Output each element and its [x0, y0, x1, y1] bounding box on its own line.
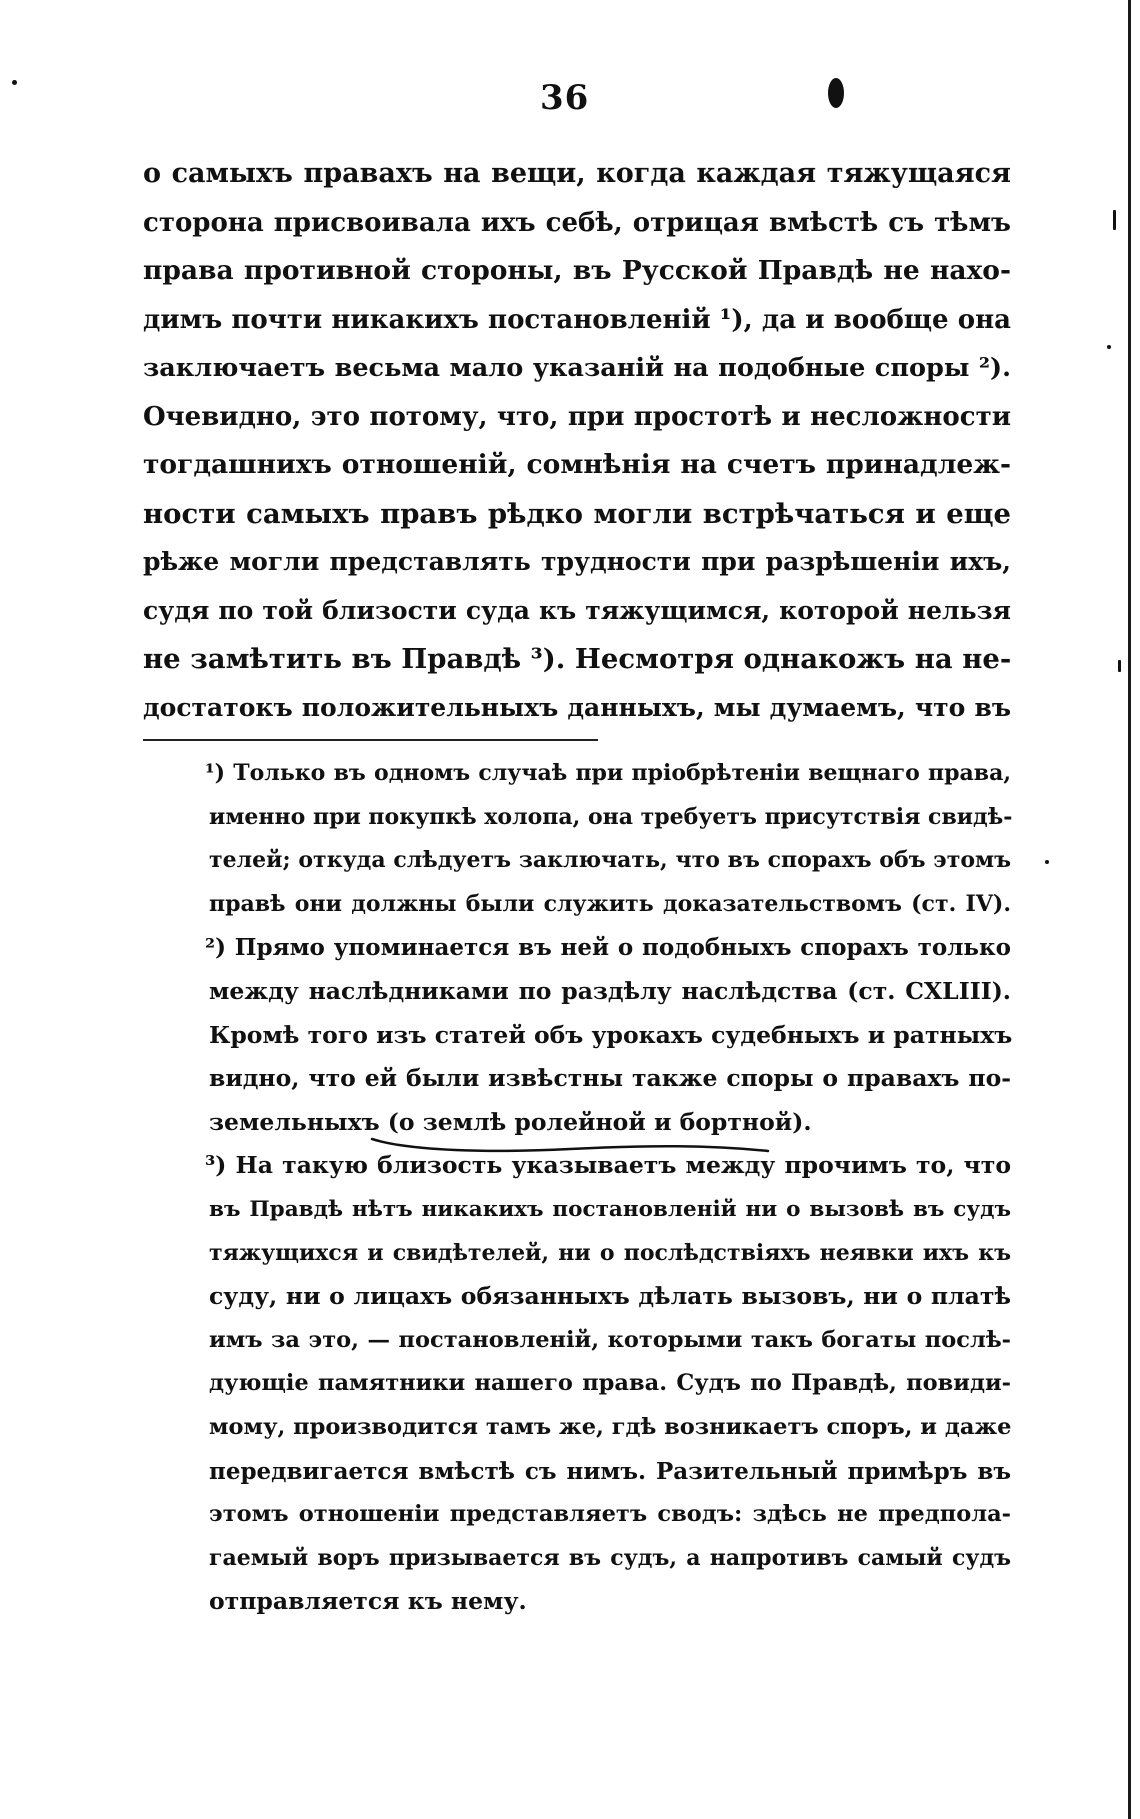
- footnote-line: отправляется къ нему.: [209, 1587, 527, 1616]
- footnote-line: именно при покупкѣ холопа, она требуетъ присутствія свидѣ-: [209, 803, 1013, 830]
- footnote-line: передвигается вмѣстѣ съ нимъ. Разительный примѣръ въ: [209, 1457, 1011, 1485]
- footnote-line: имъ за это, — постановленій, которыми такъ богаты послѣ-: [209, 1326, 1011, 1353]
- footnote-line: между наслѣдниками по раздѣлу наслѣдства (ст. CXLIII).: [209, 976, 1011, 1005]
- body-line: о самыхъ правахъ на вещи, когда каждая тяжущаяся: [143, 158, 1011, 189]
- footnote-line: правѣ они должны были служить доказательствомъ (ст. IV).: [209, 890, 1011, 917]
- footnote-line: гаемый воръ призывается въ судъ, а напротивъ самый судъ: [209, 1544, 1011, 1571]
- footnote-line: ³) На такую близость указываетъ между прочимъ то, что: [205, 1151, 1011, 1180]
- footnote-line: ²) Прямо упоминается въ ней о подобныхъ спорахъ только: [205, 934, 1011, 962]
- footnote-separator: [143, 739, 598, 741]
- page-number: 36: [540, 78, 590, 118]
- ink-speck-icon: [1107, 345, 1111, 349]
- handwritten-underline-icon: [370, 1133, 770, 1157]
- margin-mark-icon: [1118, 660, 1121, 672]
- body-line: Очевидно, это потому, что, при простотѣ и несложности: [143, 401, 1011, 432]
- footnote-line: суду, ни о лицахъ обязанныхъ дѣлать вызовъ, ни о платѣ: [209, 1282, 1011, 1311]
- body-line: рѣже могли представлять трудности при разрѣшеніи ихъ,: [143, 547, 1011, 576]
- body-line: права противной стороны, въ Русской Правдѣ не нахо-: [143, 255, 1011, 286]
- footnote-line: тяжущихся и свидѣтелей, ни о послѣдствіяхъ неявки ихъ къ: [209, 1239, 1011, 1266]
- ink-speck-icon: [1045, 860, 1049, 864]
- body-line: не замѣтить въ Правдѣ ³). Несмотря однакожъ на не-: [143, 643, 1012, 675]
- page-edge-line: [1128, 0, 1131, 1819]
- footnote-line: мому, производится тамъ же, гдѣ возникаетъ споръ, и даже: [209, 1413, 1012, 1440]
- body-line: достатокъ положительныхъ данныхъ, мы думаемъ, что въ: [143, 692, 1011, 722]
- body-text: [143, 150, 1011, 732]
- margin-mark-icon: [1113, 210, 1116, 230]
- body-line: димъ почти никакихъ постановленій ¹), да и вообще она: [143, 304, 1011, 335]
- body-line: ности самыхъ правъ рѣдко могли встрѣчаться и еще: [143, 497, 1011, 530]
- footnote-line: земельныхъ (о землѣ ролейной и бортной).: [209, 1107, 812, 1136]
- footnote-line: Кромѣ того изъ статей объ урокахъ судебныхъ и ратныхъ: [209, 1020, 1013, 1049]
- ink-blot-icon: [828, 78, 844, 108]
- body-line: тогдашнихъ отношеній, сомнѣнія на счетъ принадлеж-: [143, 449, 1011, 480]
- footnote-line: видно, что ей были извѣстны также споры о правахъ по-: [209, 1064, 1011, 1093]
- footnote-line: телей; откуда слѣдуетъ заключать, что въ спорахъ объ этомъ: [209, 847, 1011, 874]
- footnote-line: въ Правдѣ нѣтъ никакихъ постановленій ни о вызовѣ въ судъ: [209, 1196, 1011, 1222]
- footnotes: [143, 752, 1011, 1624]
- footnote-line: ¹) Только въ одномъ случаѣ при пріобрѣтеніи вещнаго права,: [205, 760, 1011, 786]
- footnote-line: этомъ отношеніи представляетъ сводъ: здѣсь не предпола-: [209, 1501, 1011, 1528]
- footnote-line: дующіе памятники нашего права. Судъ по Правдѣ, повиди-: [209, 1370, 1011, 1397]
- ink-speck-icon: [12, 80, 17, 85]
- body-line: сторона присвоивала ихъ себѣ, отрицая вмѣстѣ съ тѣмъ: [143, 207, 1011, 238]
- body-line: заключаетъ весьма мало указаній на подобные споры ²).: [143, 353, 1011, 383]
- body-line: судя по той близости суда къ тяжущимся, которой нельзя: [143, 595, 1011, 625]
